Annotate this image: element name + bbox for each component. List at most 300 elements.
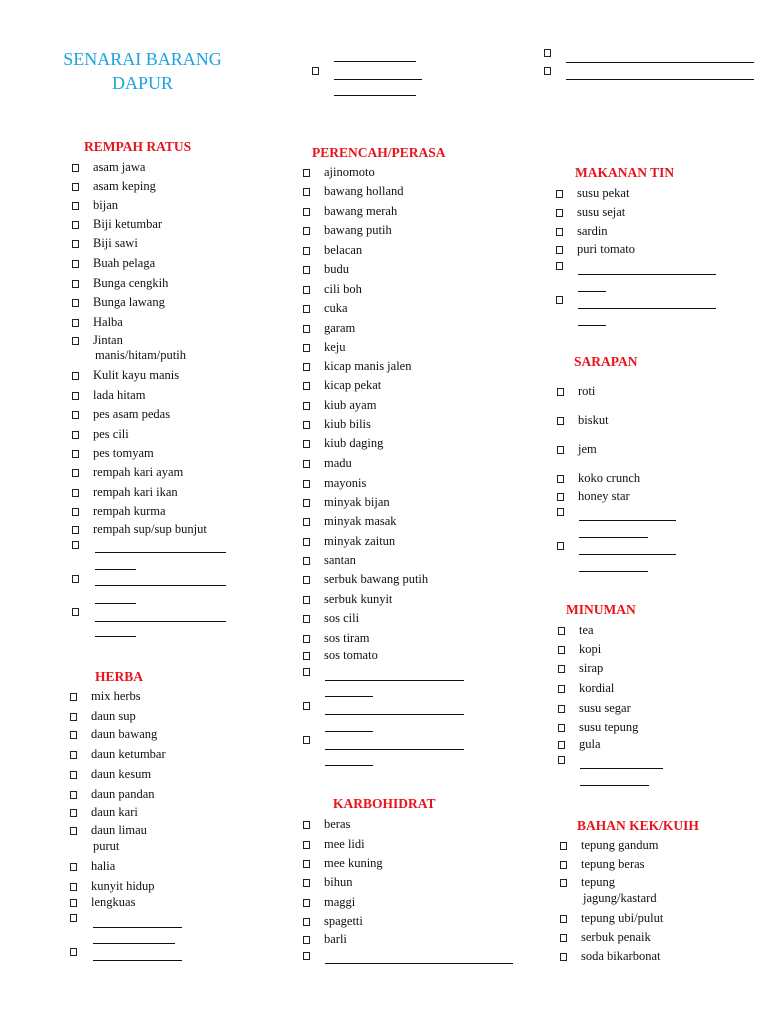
checkbox[interactable] — [72, 164, 79, 172]
item-label: daun kesum — [91, 767, 152, 781]
checkbox[interactable] — [72, 260, 79, 268]
item-label: kordial — [579, 681, 615, 695]
checkbox[interactable] — [560, 879, 567, 887]
list-item[interactable] — [72, 295, 165, 310]
blank-line — [325, 731, 373, 732]
checkbox[interactable] — [560, 842, 567, 850]
item-label: kicap manis jalen — [324, 359, 412, 373]
checkbox[interactable] — [560, 861, 567, 869]
item-label: koko crunch — [578, 471, 641, 485]
checkbox[interactable] — [303, 227, 310, 235]
list-item[interactable] — [303, 184, 404, 199]
item-label: rempah kari ikan — [93, 485, 178, 499]
blank-line — [325, 696, 373, 697]
item-label: sardin — [577, 224, 608, 238]
blank-line — [95, 603, 136, 604]
checkbox[interactable] — [560, 915, 567, 923]
item-label: barli — [324, 932, 347, 946]
checkbox[interactable] — [303, 841, 310, 849]
item-label: Biji ketumbar — [93, 217, 163, 231]
blank-line — [579, 554, 676, 555]
list-item[interactable] — [560, 949, 661, 964]
list-item[interactable] — [70, 895, 135, 910]
blank-line — [93, 927, 182, 928]
checkbox[interactable] — [303, 480, 310, 488]
item-label: beras — [324, 817, 351, 831]
checkbox[interactable] — [303, 188, 310, 196]
checkbox[interactable] — [303, 557, 310, 565]
checkbox[interactable] — [72, 392, 79, 400]
section-heading-sarapan: SARAPAN — [574, 354, 638, 369]
list-item[interactable] — [560, 875, 615, 890]
item-label: daun bawang — [91, 727, 158, 741]
checkbox[interactable] — [72, 508, 79, 516]
checkbox[interactable] — [72, 280, 79, 288]
checkbox[interactable] — [72, 575, 79, 583]
item-label: Bunga cengkih — [93, 276, 169, 290]
blank-line — [325, 714, 464, 715]
list-item[interactable] — [303, 611, 359, 626]
list-item[interactable] — [303, 417, 371, 432]
list-item[interactable] — [556, 205, 625, 220]
list-item[interactable] — [70, 689, 141, 704]
checkbox[interactable] — [72, 431, 79, 439]
item-label: sos tomato — [324, 648, 378, 662]
checkbox[interactable] — [70, 751, 77, 759]
checkbox[interactable] — [303, 440, 310, 448]
blank-line — [325, 680, 464, 681]
checkbox[interactable] — [72, 221, 79, 229]
checkbox[interactable] — [303, 247, 310, 255]
item-label: daun kari — [91, 805, 138, 819]
checkbox[interactable] — [303, 208, 310, 216]
list-item[interactable] — [558, 661, 603, 676]
item-label: halia — [91, 859, 116, 873]
checkbox[interactable] — [560, 953, 567, 961]
checkbox[interactable] — [303, 615, 310, 623]
checkbox[interactable] — [544, 67, 551, 75]
list-item[interactable] — [303, 262, 349, 277]
checkbox[interactable] — [72, 372, 79, 380]
list-item[interactable] — [303, 856, 383, 871]
item-label: kiub bilis — [324, 417, 371, 431]
item-label: santan — [324, 553, 356, 567]
list-item[interactable] — [556, 242, 635, 257]
checkbox[interactable] — [557, 475, 564, 483]
item-label: susu sejat — [577, 205, 626, 219]
checkbox[interactable] — [303, 879, 310, 887]
blank-line — [578, 325, 606, 326]
list-item[interactable] — [558, 701, 631, 716]
list-item[interactable] — [558, 681, 614, 696]
checkbox[interactable] — [303, 635, 310, 643]
list-item[interactable] — [560, 857, 645, 872]
checkbox[interactable] — [70, 693, 77, 701]
item-label: Halba — [93, 315, 123, 329]
checkbox[interactable] — [558, 705, 565, 713]
item-label: daun ketumbar — [91, 747, 166, 761]
list-item[interactable] — [72, 388, 145, 403]
checkbox[interactable] — [303, 421, 310, 429]
list-item[interactable] — [72, 179, 156, 194]
list-item[interactable] — [303, 895, 355, 910]
checkbox[interactable] — [556, 246, 563, 254]
checkbox[interactable] — [557, 446, 564, 454]
checkbox[interactable] — [303, 936, 310, 944]
list-item[interactable] — [72, 217, 162, 232]
list-item[interactable] — [303, 837, 365, 852]
item-label: sos tiram — [324, 631, 370, 645]
list-item[interactable] — [70, 805, 138, 820]
checkbox[interactable] — [303, 499, 310, 507]
item-label: tepung gandum — [581, 838, 659, 852]
item-label: budu — [324, 262, 349, 276]
checkbox[interactable] — [70, 914, 77, 922]
list-item[interactable] — [557, 489, 630, 504]
checkbox[interactable] — [72, 299, 79, 307]
blank-line — [579, 537, 648, 538]
list-item[interactable] — [557, 442, 597, 457]
list-item[interactable] — [70, 709, 136, 724]
checkbox[interactable] — [556, 296, 563, 304]
item-label: Buah pelaga — [93, 256, 156, 270]
checkbox[interactable] — [303, 402, 310, 410]
list-item[interactable] — [303, 378, 381, 393]
blank-line — [566, 62, 754, 63]
item-label: Biji sawi — [93, 236, 138, 250]
checkbox[interactable] — [70, 899, 77, 907]
item-label: sirap — [579, 661, 604, 675]
checkbox[interactable] — [72, 240, 79, 248]
checkbox[interactable] — [303, 266, 310, 274]
checkbox[interactable] — [72, 469, 79, 477]
section-heading-makanan-tin: MAKANAN TIN — [575, 165, 675, 180]
item-label: asam keping — [93, 179, 156, 193]
section-heading-perencah: PERENCAH/PERASA — [312, 145, 446, 160]
item-label: susu pekat — [577, 186, 630, 200]
checkbox[interactable] — [70, 731, 77, 739]
list-item[interactable] — [72, 160, 145, 175]
checkbox[interactable] — [557, 542, 564, 550]
item-label: mee lidi — [324, 837, 365, 851]
blank-line — [580, 768, 663, 769]
checkbox[interactable] — [72, 319, 79, 327]
checkbox[interactable] — [303, 899, 310, 907]
checkbox[interactable] — [72, 541, 79, 549]
list-item[interactable] — [557, 384, 595, 399]
list-item[interactable] — [72, 368, 179, 383]
checkbox[interactable] — [303, 382, 310, 390]
checkbox[interactable] — [303, 169, 310, 177]
item-label: rempah sup/sup bunjut — [93, 522, 207, 536]
item-label: kiub ayam — [324, 398, 377, 412]
item-label: daun pandan — [91, 787, 155, 801]
list-item[interactable] — [303, 359, 411, 374]
section-heading-rempah-ratus: REMPAH RATUS — [84, 139, 192, 154]
checkbox[interactable] — [70, 827, 77, 835]
item-label: kunyit hidup — [91, 879, 155, 893]
checkbox[interactable] — [303, 460, 310, 468]
blank-line — [93, 960, 182, 961]
item-label: pes tomyam — [93, 446, 154, 460]
section-heading-karbohidrat: KARBOHIDRAT — [333, 796, 436, 811]
item-label: susu segar — [579, 701, 631, 715]
list-item[interactable] — [303, 321, 355, 336]
checkbox[interactable] — [72, 202, 79, 210]
checkbox[interactable] — [70, 863, 77, 871]
checkbox[interactable] — [303, 702, 310, 710]
item-label: ajinomoto — [324, 165, 375, 179]
item-label: cuka — [324, 301, 348, 315]
list-item[interactable] — [303, 514, 397, 529]
blank-line — [95, 585, 226, 586]
item-label: jem — [578, 442, 597, 456]
item-label: Bunga lawang — [93, 295, 165, 309]
list-item[interactable] — [558, 737, 601, 752]
section-heading-minuman: MINUMAN — [566, 602, 636, 617]
blank-line — [95, 636, 136, 637]
checkbox[interactable] — [72, 337, 79, 345]
list-item[interactable] — [72, 276, 168, 291]
list-item[interactable] — [70, 727, 157, 742]
checkbox[interactable] — [558, 627, 565, 635]
item-label: kicap pekat — [324, 378, 382, 392]
checkbox[interactable] — [556, 228, 563, 236]
item-label: roti — [578, 384, 596, 398]
checkbox[interactable] — [303, 286, 310, 294]
list-item[interactable] — [303, 243, 362, 258]
list-item[interactable] — [303, 165, 375, 180]
list-item[interactable] — [303, 398, 376, 413]
item-label: kopi — [579, 642, 602, 656]
list-item[interactable] — [72, 446, 154, 461]
item-label: mayonis — [324, 476, 367, 490]
checkbox[interactable] — [70, 771, 77, 779]
item-label: keju — [324, 340, 346, 354]
checkbox[interactable] — [70, 713, 77, 721]
list-item[interactable] — [303, 456, 352, 471]
item-label: biskut — [578, 413, 609, 427]
checkbox[interactable] — [303, 363, 310, 371]
list-item[interactable] — [303, 340, 346, 355]
list-item[interactable] — [70, 859, 115, 874]
blank-line — [578, 308, 716, 309]
list-item[interactable] — [303, 631, 369, 646]
checkbox[interactable] — [557, 508, 564, 516]
blank-line — [93, 943, 175, 944]
checkbox[interactable] — [70, 948, 77, 956]
item-label: minyak bijan — [324, 495, 390, 509]
checkbox[interactable] — [303, 596, 310, 604]
checkbox[interactable] — [70, 791, 77, 799]
checkbox[interactable] — [557, 417, 564, 425]
checkbox[interactable] — [556, 190, 563, 198]
list-item[interactable] — [303, 932, 347, 947]
list-item[interactable] — [303, 204, 397, 219]
list-item[interactable] — [557, 471, 640, 486]
blank-line — [578, 291, 606, 292]
list-item[interactable] — [560, 911, 663, 926]
checkbox[interactable] — [72, 526, 79, 534]
item-label: spagetti — [324, 914, 363, 928]
checkbox[interactable] — [303, 668, 310, 676]
list-item[interactable] — [70, 823, 147, 838]
list-item[interactable] — [560, 930, 651, 945]
item-label: kiub daging — [324, 436, 384, 450]
list-item[interactable] — [303, 223, 392, 238]
checkbox[interactable] — [72, 411, 79, 419]
checkbox[interactable] — [72, 489, 79, 497]
list-item[interactable] — [70, 787, 155, 802]
checkbox[interactable] — [303, 344, 310, 352]
item-label: rempah kurma — [93, 504, 166, 518]
checkbox[interactable] — [558, 756, 565, 764]
item-label: minyak masak — [324, 514, 397, 528]
checkbox[interactable] — [303, 821, 310, 829]
checkbox[interactable] — [303, 305, 310, 313]
list-item[interactable] — [303, 648, 378, 663]
checkbox[interactable] — [303, 918, 310, 926]
list-item[interactable] — [72, 407, 170, 422]
list-item[interactable] — [303, 301, 348, 316]
checkbox[interactable] — [312, 67, 319, 75]
list-item[interactable] — [303, 553, 356, 568]
checkbox[interactable] — [303, 538, 310, 546]
item-label: madu — [324, 456, 352, 470]
page-title — [40, 47, 245, 95]
list-item[interactable] — [303, 572, 428, 587]
item-label: sos cili — [324, 611, 360, 625]
item-label: pes cili — [93, 427, 129, 441]
checkbox[interactable] — [558, 741, 565, 749]
item-label: Kulit kayu manis — [93, 368, 180, 382]
list-item[interactable] — [556, 224, 608, 239]
list-item[interactable] — [72, 315, 123, 330]
checkbox[interactable] — [72, 183, 79, 191]
checkbox[interactable] — [303, 518, 310, 526]
checkbox[interactable] — [558, 685, 565, 693]
list-item[interactable] — [70, 879, 155, 894]
list-item[interactable] — [303, 592, 392, 607]
checkbox[interactable] — [556, 209, 563, 217]
blank-line — [579, 520, 676, 521]
checkbox[interactable] — [70, 883, 77, 891]
item-label: serbuk bawang putih — [324, 572, 429, 586]
title-line-2: DAPUR — [111, 73, 173, 93]
item-label: cili boh — [324, 282, 362, 296]
checkbox[interactable] — [72, 450, 79, 458]
item-label: belacan — [324, 243, 363, 257]
item-label: bawang merah — [324, 204, 398, 218]
item-label: honey star — [578, 489, 630, 503]
item-label: tepung beras — [581, 857, 645, 871]
item-label-continuation: manis/hitam/putih — [95, 348, 186, 362]
blank-line — [334, 79, 422, 80]
list-item[interactable] — [558, 623, 594, 638]
blank-line — [566, 79, 754, 80]
list-item[interactable] — [72, 198, 118, 213]
item-label: tepung ubi/pulut — [581, 911, 664, 925]
blank-line — [325, 963, 513, 964]
list-item[interactable] — [72, 465, 183, 480]
item-label: asam jawa — [93, 160, 146, 174]
item-label: pes asam pedas — [93, 407, 171, 421]
list-item[interactable] — [557, 413, 609, 428]
checkbox[interactable] — [303, 952, 310, 960]
section-heading-bahan-kek: BAHAN KEK/KUIH — [577, 818, 699, 833]
checkbox[interactable] — [556, 262, 563, 270]
blank-line — [95, 569, 136, 570]
list-item[interactable] — [303, 875, 352, 890]
blank-line — [334, 61, 416, 62]
checkbox[interactable] — [557, 388, 564, 396]
item-label: daun sup — [91, 709, 136, 723]
list-item[interactable] — [303, 436, 383, 451]
list-item[interactable] — [72, 485, 178, 500]
list-item[interactable] — [303, 476, 366, 491]
blank-line — [579, 571, 648, 572]
list-item[interactable] — [72, 504, 166, 519]
checkbox[interactable] — [72, 608, 79, 616]
checkbox[interactable] — [558, 724, 565, 732]
list-item[interactable] — [560, 838, 658, 853]
checkbox[interactable] — [70, 809, 77, 817]
list-item[interactable] — [72, 236, 138, 251]
checkbox[interactable] — [303, 576, 310, 584]
item-label: serbuk penaik — [581, 930, 651, 944]
checkbox[interactable] — [544, 49, 551, 57]
list-item[interactable] — [70, 747, 166, 762]
checkbox[interactable] — [558, 665, 565, 673]
checkbox[interactable] — [303, 736, 310, 744]
list-item[interactable] — [303, 495, 390, 510]
blank-line — [334, 95, 416, 96]
checkbox[interactable] — [303, 652, 310, 660]
list-item[interactable] — [558, 642, 601, 657]
list-item[interactable] — [72, 522, 207, 537]
item-label-continuation: jagung/kastard — [583, 891, 657, 905]
list-item[interactable] — [72, 427, 129, 442]
item-label: bawang holland — [324, 184, 404, 198]
item-label: lengkuas — [91, 895, 136, 909]
blank-line — [325, 765, 373, 766]
item-label: susu tepung — [579, 720, 639, 734]
list-item[interactable] — [556, 186, 629, 201]
list-item[interactable] — [558, 720, 638, 735]
checkbox[interactable] — [558, 646, 565, 654]
list-item[interactable] — [72, 256, 155, 271]
blank-line — [578, 274, 716, 275]
checkbox[interactable] — [303, 860, 310, 868]
checkbox[interactable] — [303, 325, 310, 333]
list-item[interactable] — [72, 333, 123, 348]
item-label: tea — [579, 623, 594, 637]
list-item[interactable] — [303, 817, 350, 832]
blank-line — [95, 621, 226, 622]
checkbox[interactable] — [560, 934, 567, 942]
item-label: garam — [324, 321, 356, 335]
blank-line — [95, 552, 226, 553]
title-line-1: SENARAI BARANG — [63, 49, 222, 69]
item-label: Jintan — [93, 333, 123, 347]
list-item[interactable] — [303, 282, 362, 297]
item-label: maggi — [324, 895, 356, 909]
list-item[interactable] — [303, 914, 363, 929]
list-item[interactable] — [303, 534, 395, 549]
list-item[interactable] — [70, 767, 151, 782]
checkbox[interactable] — [557, 493, 564, 501]
blank-line — [580, 785, 649, 786]
